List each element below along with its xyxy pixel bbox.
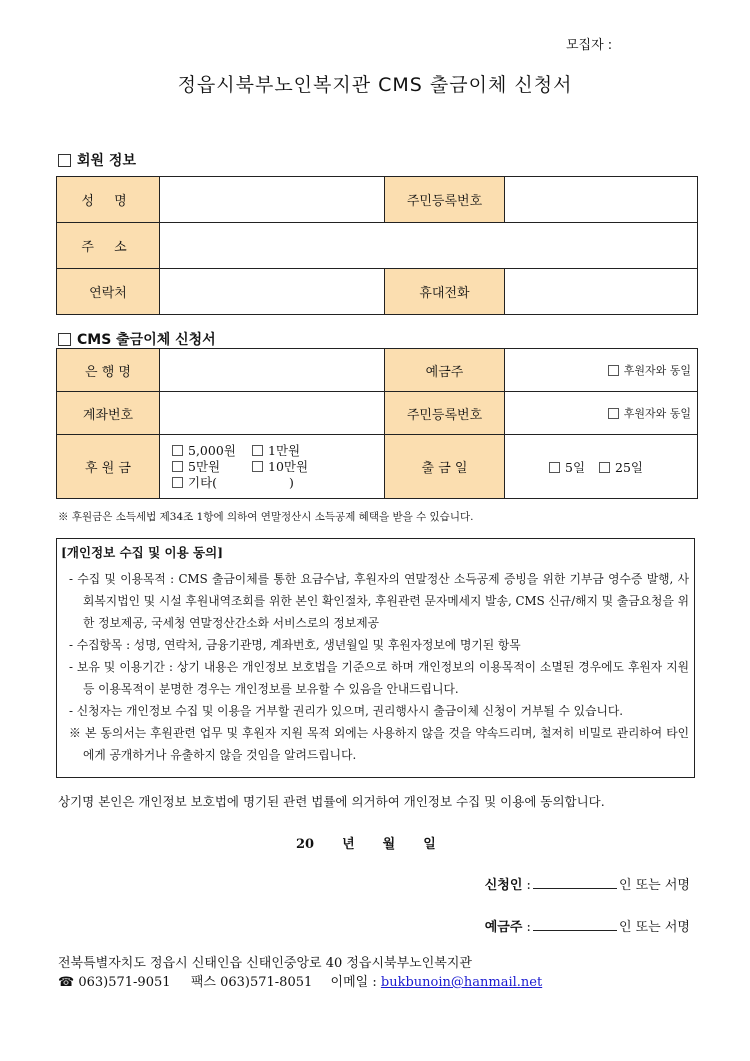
name-field[interactable] xyxy=(160,177,385,223)
day-option-25[interactable]: 25일 xyxy=(599,460,643,475)
member-info-table xyxy=(56,176,698,315)
date-year-prefix: 20 xyxy=(296,837,315,852)
address-field[interactable] xyxy=(160,223,698,269)
same-as-sponsor-text: 후원자와 동일 xyxy=(623,407,691,420)
footer-fax-label: 팩스 xyxy=(190,975,216,990)
footer-phone: 063)571-9051 xyxy=(78,975,171,990)
checkbox-icon xyxy=(58,154,71,167)
depositor-label: 예금주 xyxy=(385,349,505,392)
telephone-icon: ☎ xyxy=(58,975,75,990)
mobile-label: 휴대전화 xyxy=(385,269,505,315)
recruiter-label: 모집자 : xyxy=(566,38,613,53)
consent-item: - 신청자는 개인정보 수집 및 이용을 거부할 권리가 있으며, 권리행사시 출금이체 신청이 거부될 수 있습니다. xyxy=(69,704,624,718)
amount-option-other[interactable]: 기타( ) xyxy=(172,475,378,491)
depositor-suffix: 인 또는 서명 xyxy=(618,920,690,935)
amount-option-50000[interactable]: 5만원 xyxy=(172,459,252,475)
day-option-5[interactable]: 5일 xyxy=(549,460,585,475)
footer-address: 전북특별자치도 정읍시 신태인읍 신태인중앙로 40 정읍시북부노인복지관 xyxy=(58,956,472,971)
amount-option-100000[interactable]: 10만원 xyxy=(252,459,308,474)
date-year-label: 년 xyxy=(342,837,355,852)
same-as-sponsor-checkbox[interactable] xyxy=(608,408,619,419)
depositor-signature: 예금주 : 인 또는 서명 xyxy=(484,920,690,935)
member-info-heading-text: 회원 정보 xyxy=(77,153,136,169)
consent-item: - 수집항목 : 성명, 연락처, 금융기관명, 계좌번호, 생년월일 및 후원자정보에 명기된 항목 xyxy=(69,638,521,652)
address-label: 주 소 xyxy=(57,223,160,269)
tax-note: ※ 후원금은 소득세법 제34조 1항에 의하여 연말정산시 소득공제 혜택을 받을 수 있습니다. xyxy=(58,511,474,523)
account-label: 계좌번호 xyxy=(57,392,160,435)
name-label: 성 명 xyxy=(57,177,160,223)
agreement-text: 상기명 본인은 개인정보 보호법에 명기된 관련 법률에 의거하여 개인정보 수집 및 이용에 동의합니다. xyxy=(58,794,605,809)
page-title: 정읍시북부노인복지관 CMS 출금이체 신청서 xyxy=(177,74,573,96)
date-month-label: 월 xyxy=(382,837,396,852)
amount-option-10000[interactable]: 1만원 xyxy=(252,443,300,458)
account-resident-number-label: 주민등록번호 xyxy=(385,392,505,435)
consent-title: [개인정보 수집 및 이용 동의] xyxy=(61,545,224,560)
applicant-label: 신청인 xyxy=(484,878,523,893)
applicant-suffix: 인 또는 서명 xyxy=(618,878,690,893)
footer-email-label: 이메일 : xyxy=(330,975,377,990)
bank-label: 은 행 명 xyxy=(57,349,160,392)
account-resident-field[interactable] xyxy=(505,392,698,435)
amount-option-5000[interactable]: 5,000원 xyxy=(172,443,252,459)
cms-heading-text: CMS 출금이체 신청서 xyxy=(77,332,216,348)
footer-email-link[interactable]: bukbunoin@hanmail.net xyxy=(380,975,543,990)
checkbox-icon[interactable] xyxy=(172,445,183,456)
member-info-heading xyxy=(58,150,136,170)
consent-item: - 보유 및 이용기간 : 상기 내용은 개인정보 보호법을 기준으로 하며 개인정보의 이용목적이 소멸된 경우에도 후원자 지원 등 이용목적이 분명한 경우는 개인정보를 보유할 수 있음을 안내드립니다. xyxy=(69,660,689,696)
amount-label: 후 원 금 xyxy=(57,435,160,499)
amount-options xyxy=(160,435,385,499)
account-field[interactable] xyxy=(160,392,385,435)
checkbox-icon[interactable] xyxy=(549,462,560,473)
same-as-sponsor-checkbox[interactable] xyxy=(608,365,619,376)
checkbox-icon[interactable] xyxy=(252,445,263,456)
date-line xyxy=(296,833,464,852)
consent-item: - 수집 및 이용목적 : CMS 출금이체를 통한 요금수납, 후원자의 연말정산 소득공제 증빙을 위한 기부금 영수증 발행, 사회복지법인 및 시설 후원내역조회를 위한 본인 확인절차, 후원관련 문자메세지 발송, CMS 신규/해지 및 출금요청을 위한 정보제공, 국세청 연말정산간소화 서비스로의 정보제공 xyxy=(69,572,689,630)
bank-field[interactable] xyxy=(160,349,385,392)
checkbox-icon[interactable] xyxy=(172,477,183,488)
cms-heading xyxy=(58,329,216,349)
depositor-sign-label: 예금주 xyxy=(484,920,523,935)
consent-box xyxy=(56,538,695,778)
consent-list xyxy=(65,568,689,766)
contact-field[interactable] xyxy=(160,269,385,315)
footer-fax: 063)571-8051 xyxy=(220,975,313,990)
applicant-signature-line[interactable] xyxy=(533,876,617,889)
resident-number-label: 주민등록번호 xyxy=(385,177,505,223)
depositor-signature-line[interactable] xyxy=(533,918,617,931)
consent-item: ※ 본 동의서는 후원관련 업무 및 후원자 지원 목적 외에는 사용하지 않을 것을 약속드리며, 철저히 비밀로 관리하여 타인에게 공개하거나 유출하지 않을 것임을 알려드립니다. xyxy=(69,726,689,762)
checkbox-icon[interactable] xyxy=(599,462,610,473)
checkbox-icon[interactable] xyxy=(172,461,183,472)
date-day-label: 일 xyxy=(423,837,436,852)
footer-contact xyxy=(58,971,542,990)
same-as-sponsor-text: 후원자와 동일 xyxy=(623,364,691,377)
contact-label: 연락처 xyxy=(57,269,160,315)
checkbox-icon[interactable] xyxy=(252,461,263,472)
depositor-field[interactable] xyxy=(505,349,698,392)
resident-number-field[interactable] xyxy=(505,177,698,223)
withdraw-day-label: 출 금 일 xyxy=(385,435,505,499)
mobile-field[interactable] xyxy=(505,269,698,315)
withdraw-day-options xyxy=(505,435,698,499)
checkbox-icon xyxy=(58,333,71,346)
applicant-signature: 신청인 : 인 또는 서명 xyxy=(484,878,690,893)
cms-table xyxy=(56,348,698,499)
